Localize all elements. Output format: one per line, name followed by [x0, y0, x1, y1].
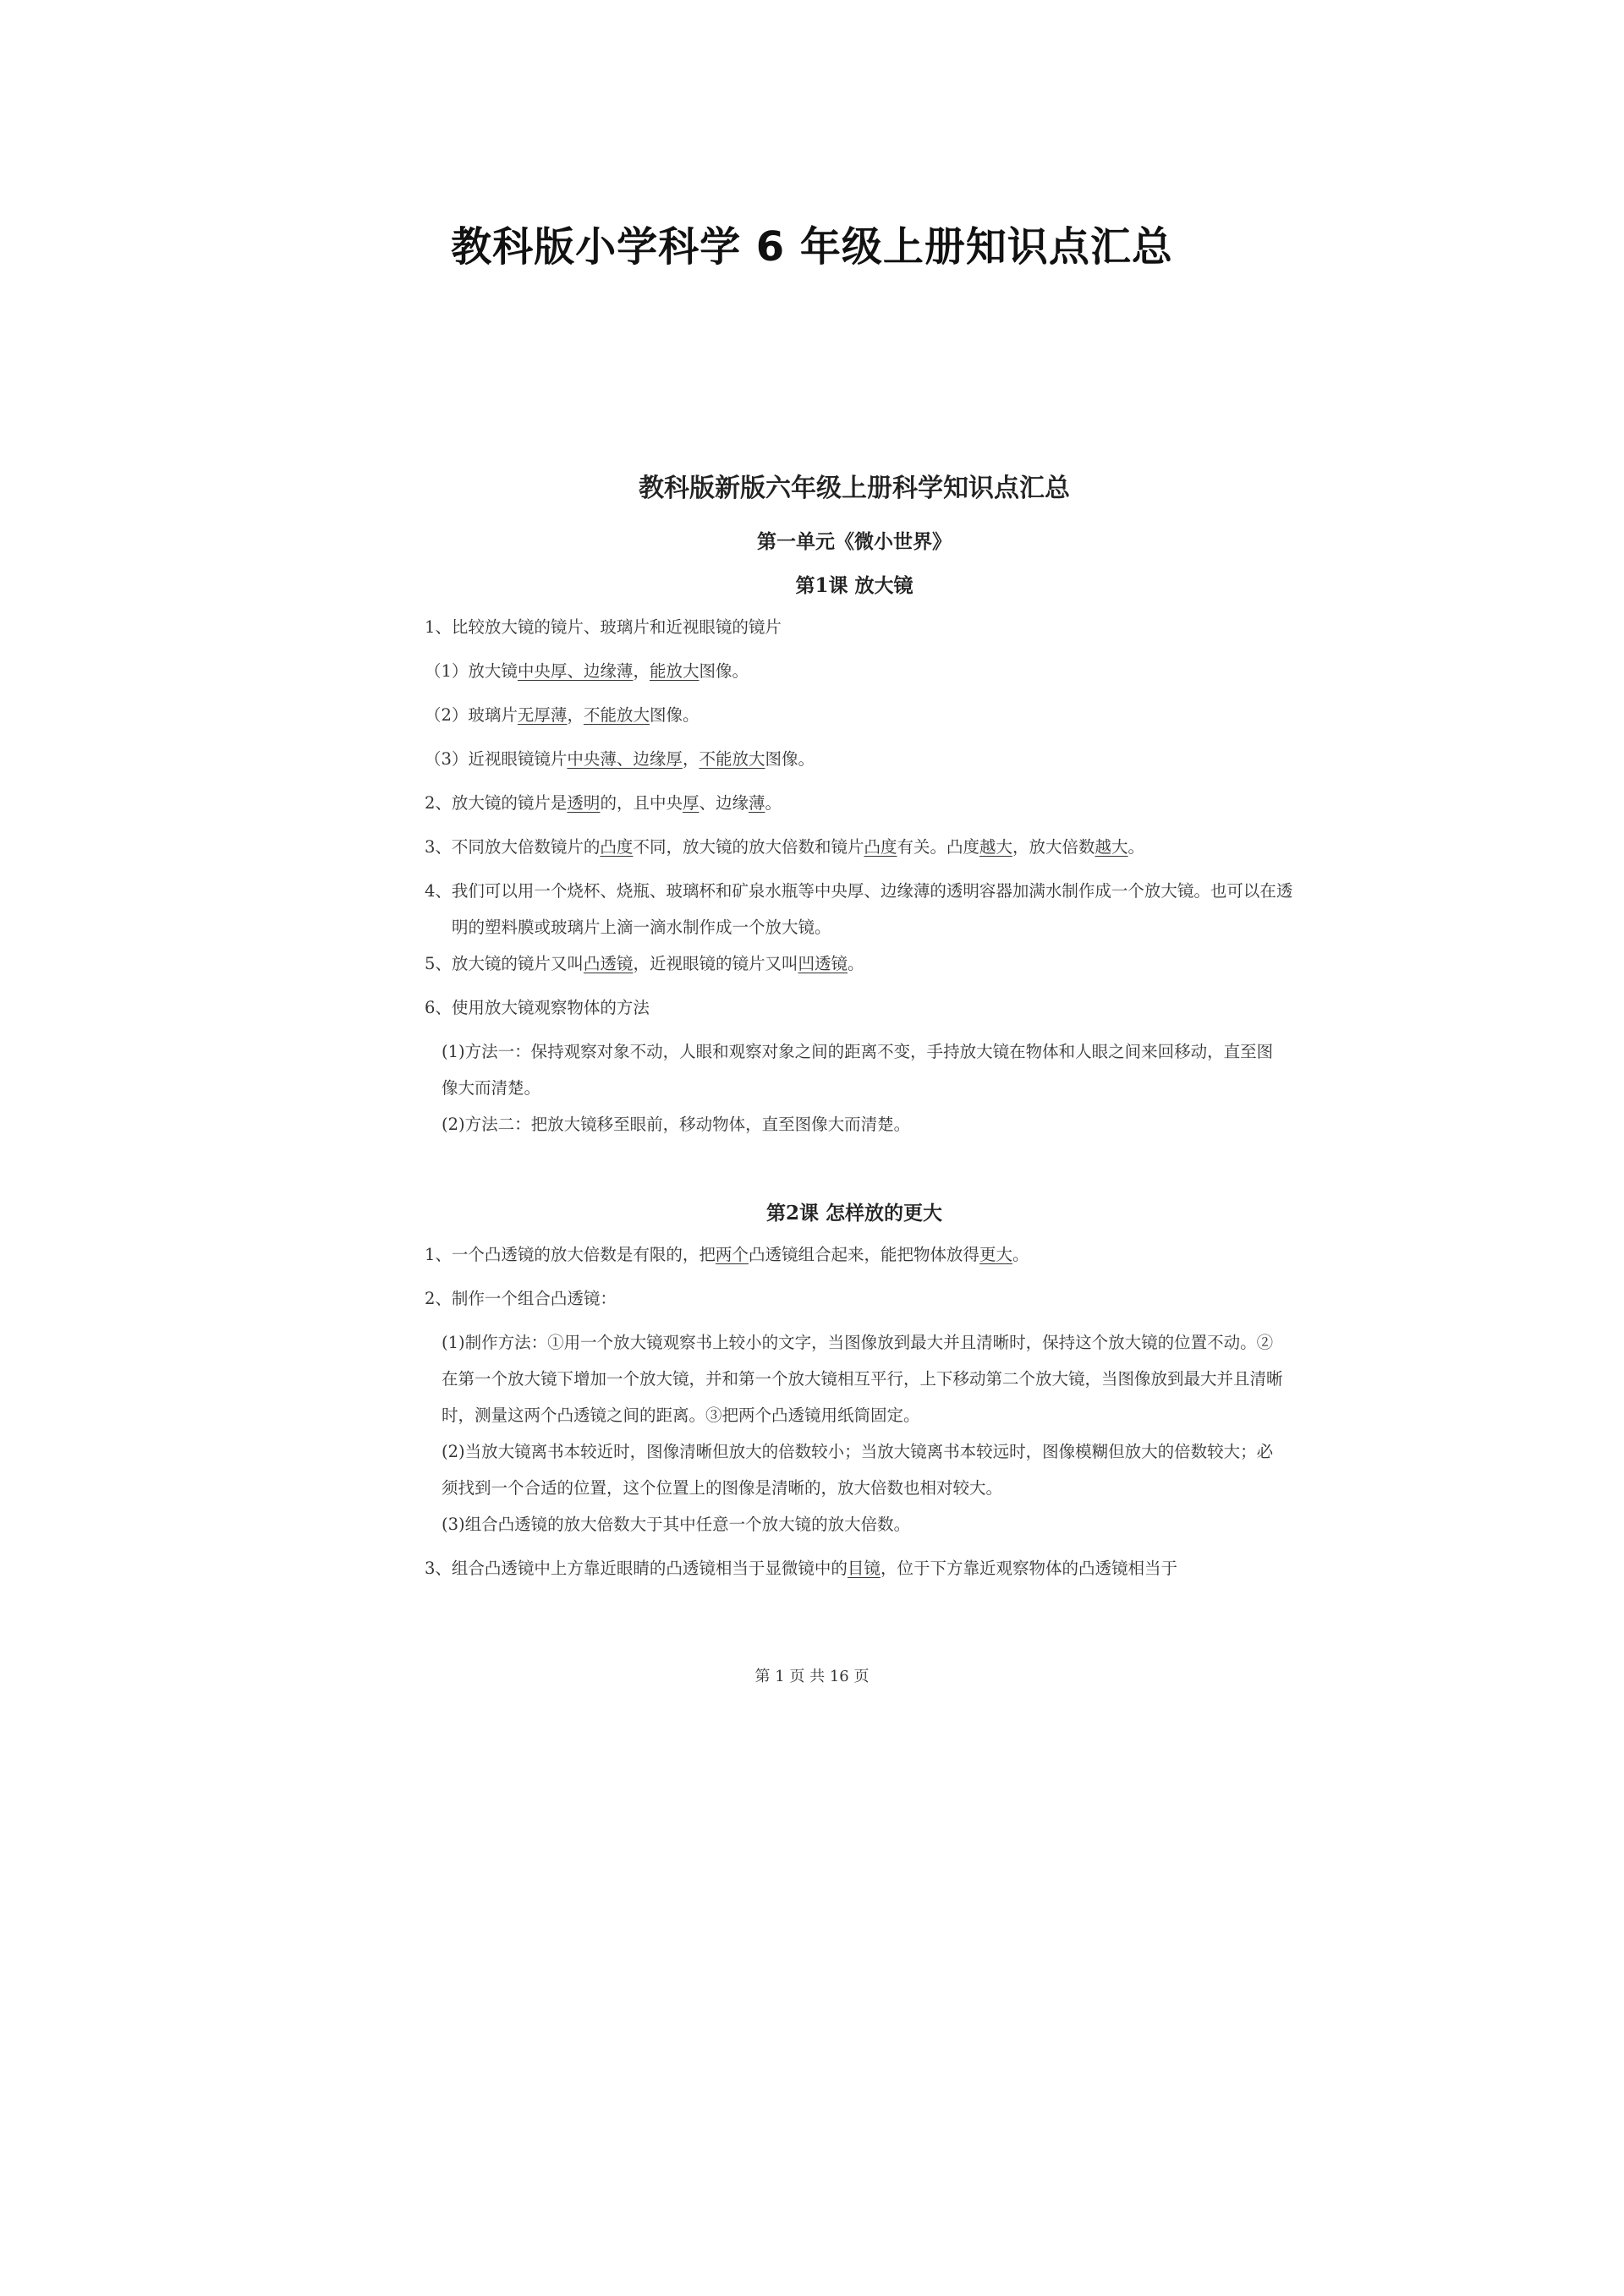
- underlined-keyword: 凸度: [600, 837, 634, 857]
- text-segment: （2）玻璃片: [425, 705, 518, 725]
- text-segment: 图像。: [699, 661, 749, 681]
- text-segment: ，位于下方靠近观察物体的凸透镜相当于: [880, 1559, 1177, 1578]
- underlined-keyword: 不能放大: [699, 749, 765, 769]
- paragraph: [414, 609, 1294, 653]
- paragraph: [414, 989, 1294, 1033]
- underlined-keyword: 能放大: [649, 661, 700, 681]
- page-title: 教科版小学科学 6 年级上册知识点汇总: [451, 223, 1173, 271]
- text-segment: (1)方法一：保持观察对象不动，人眼和观察对象之间的距离不变，手持放大镜在物体和人眼之间来回移动，直至图像大而清楚。: [442, 1042, 1274, 1098]
- text-segment: 。: [1012, 1245, 1029, 1264]
- paragraph: [414, 1433, 1294, 1506]
- text-segment: 2、制作一个组合凸透镜：: [425, 1289, 617, 1308]
- text-segment: 图像。: [649, 705, 700, 725]
- paragraph: [414, 1236, 1294, 1280]
- text-segment: 有关。凸度: [897, 837, 979, 857]
- underlined-keyword: 两个: [715, 1245, 749, 1264]
- text-segment: 凸透镜组合起来，能把物体放得: [748, 1245, 979, 1264]
- text-segment: 。: [765, 793, 782, 813]
- text-segment: ，: [633, 661, 650, 681]
- lesson-2-title: 第2课 怎样放的更大: [765, 1202, 942, 1225]
- underlined-keyword: 无厚薄: [517, 705, 568, 725]
- unit-title: 第一单元《微小世界》: [757, 530, 952, 553]
- text-segment: （3）近视眼镜镜片: [425, 749, 568, 769]
- underlined-keyword: 厚: [682, 793, 700, 813]
- underlined-keyword: 不能放大: [583, 705, 650, 725]
- text-segment: ，: [567, 705, 584, 725]
- text-segment: 5、放大镜的镜片又叫: [425, 954, 584, 973]
- paragraph: [414, 653, 1294, 697]
- underlined-keyword: 凹透镜: [798, 954, 848, 973]
- underlined-keyword: 更大: [979, 1245, 1012, 1264]
- text-segment: 、边缘: [699, 793, 749, 813]
- paragraph: [414, 829, 1294, 873]
- underlined-keyword: 越大: [1095, 837, 1128, 857]
- text-segment: (1)制作方法：①用一个放大镜观察书上较小的文字，当图像放到最大并且清晰时，保持这个放大镜的位置不动。②在第一个放大镜下增加一个放大镜，并和第一个放大镜相互平行，上下移动第二个放大镜，当图像放到最大并且清晰时，测量这两个凸透镜之间的距离。③把两个凸透镜用纸筒固定。: [442, 1333, 1283, 1425]
- text-segment: 。: [847, 954, 864, 973]
- scanned-page: [414, 457, 1294, 1594]
- paragraph: [414, 785, 1294, 829]
- text-segment: 。: [1127, 837, 1145, 857]
- text-segment: ，放大倍数: [1012, 837, 1095, 857]
- lesson-1-body: [414, 609, 1294, 1150]
- paragraph: [414, 1280, 1294, 1324]
- text-segment: 6、使用放大镜观察物体的方法: [425, 998, 650, 1017]
- text-segment: ，: [682, 749, 700, 769]
- text-segment: 3、不同放大倍数镜片的: [425, 837, 601, 857]
- text-segment: （1）放大镜: [425, 661, 518, 681]
- underlined-keyword: 中央厚、边缘薄: [517, 661, 634, 681]
- underlined-keyword: 凸透镜: [583, 954, 634, 973]
- text-segment: 的，且中央: [600, 793, 683, 813]
- text-segment: 1、比较放大镜的镜片、玻璃片和近视眼镜的镜片: [425, 617, 782, 637]
- text-segment: 不同，放大镜的放大倍数和镜片: [633, 837, 864, 857]
- underlined-keyword: 越大: [979, 837, 1012, 857]
- text-segment: 3、组合凸透镜中上方靠近眼睛的凸透镜相当于显微镜中的: [425, 1559, 848, 1578]
- underlined-keyword: 目镜: [847, 1559, 881, 1578]
- paragraph: [414, 1506, 1294, 1550]
- paragraph: [414, 945, 1294, 989]
- lesson-1-title: 第1课 放大镜: [795, 574, 914, 597]
- text-segment: (3)组合凸透镜的放大倍数大于其中任意一个放大镜的放大倍数。: [442, 1515, 911, 1534]
- underlined-keyword: 透明: [567, 793, 601, 813]
- text-segment: 1、一个凸透镜的放大倍数是有限的，把: [425, 1245, 716, 1264]
- underlined-keyword: 中央薄、边缘厚: [567, 749, 683, 769]
- paragraph: [414, 873, 1294, 945]
- paragraph: [414, 741, 1294, 785]
- paragraph: [414, 1324, 1294, 1433]
- text-segment: 图像。: [765, 749, 815, 769]
- document-title: 教科版新版六年级上册科学知识点汇总: [639, 474, 1070, 503]
- underlined-keyword: 凸度: [864, 837, 897, 857]
- paragraph: [414, 697, 1294, 741]
- text-segment: 4、我们可以用一个烧杯、烧瓶、玻璃杯和矿泉水瓶等中央厚、边缘薄的透明容器加满水制作成一个放大镜。也可以在透明的塑料膜或玻璃片上滴一滴水制作成一个放大镜。: [425, 881, 1293, 937]
- text-segment: ，近视眼镜的镜片又叫: [633, 954, 798, 973]
- paragraph: [414, 1033, 1294, 1106]
- paragraph: [414, 1106, 1294, 1150]
- lesson-2-body: [414, 1236, 1294, 1594]
- page-footer: 第 1 页 共 16 页: [754, 1668, 870, 1685]
- text-segment: (2)当放大镜离书本较近时，图像清晰但放大的倍数较小；当放大镜离书本较远时，图像模糊但放大的倍数较大；必须找到一个合适的位置，这个位置上的图像是清晰的，放大倍数也相对较大。: [442, 1442, 1274, 1498]
- underlined-keyword: 薄: [748, 793, 765, 813]
- paragraph: [414, 1550, 1294, 1594]
- text-segment: (2)方法二：把放大镜移至眼前，移动物体，直至图像大而清楚。: [442, 1115, 911, 1134]
- text-segment: 2、放大镜的镜片是: [425, 793, 568, 813]
